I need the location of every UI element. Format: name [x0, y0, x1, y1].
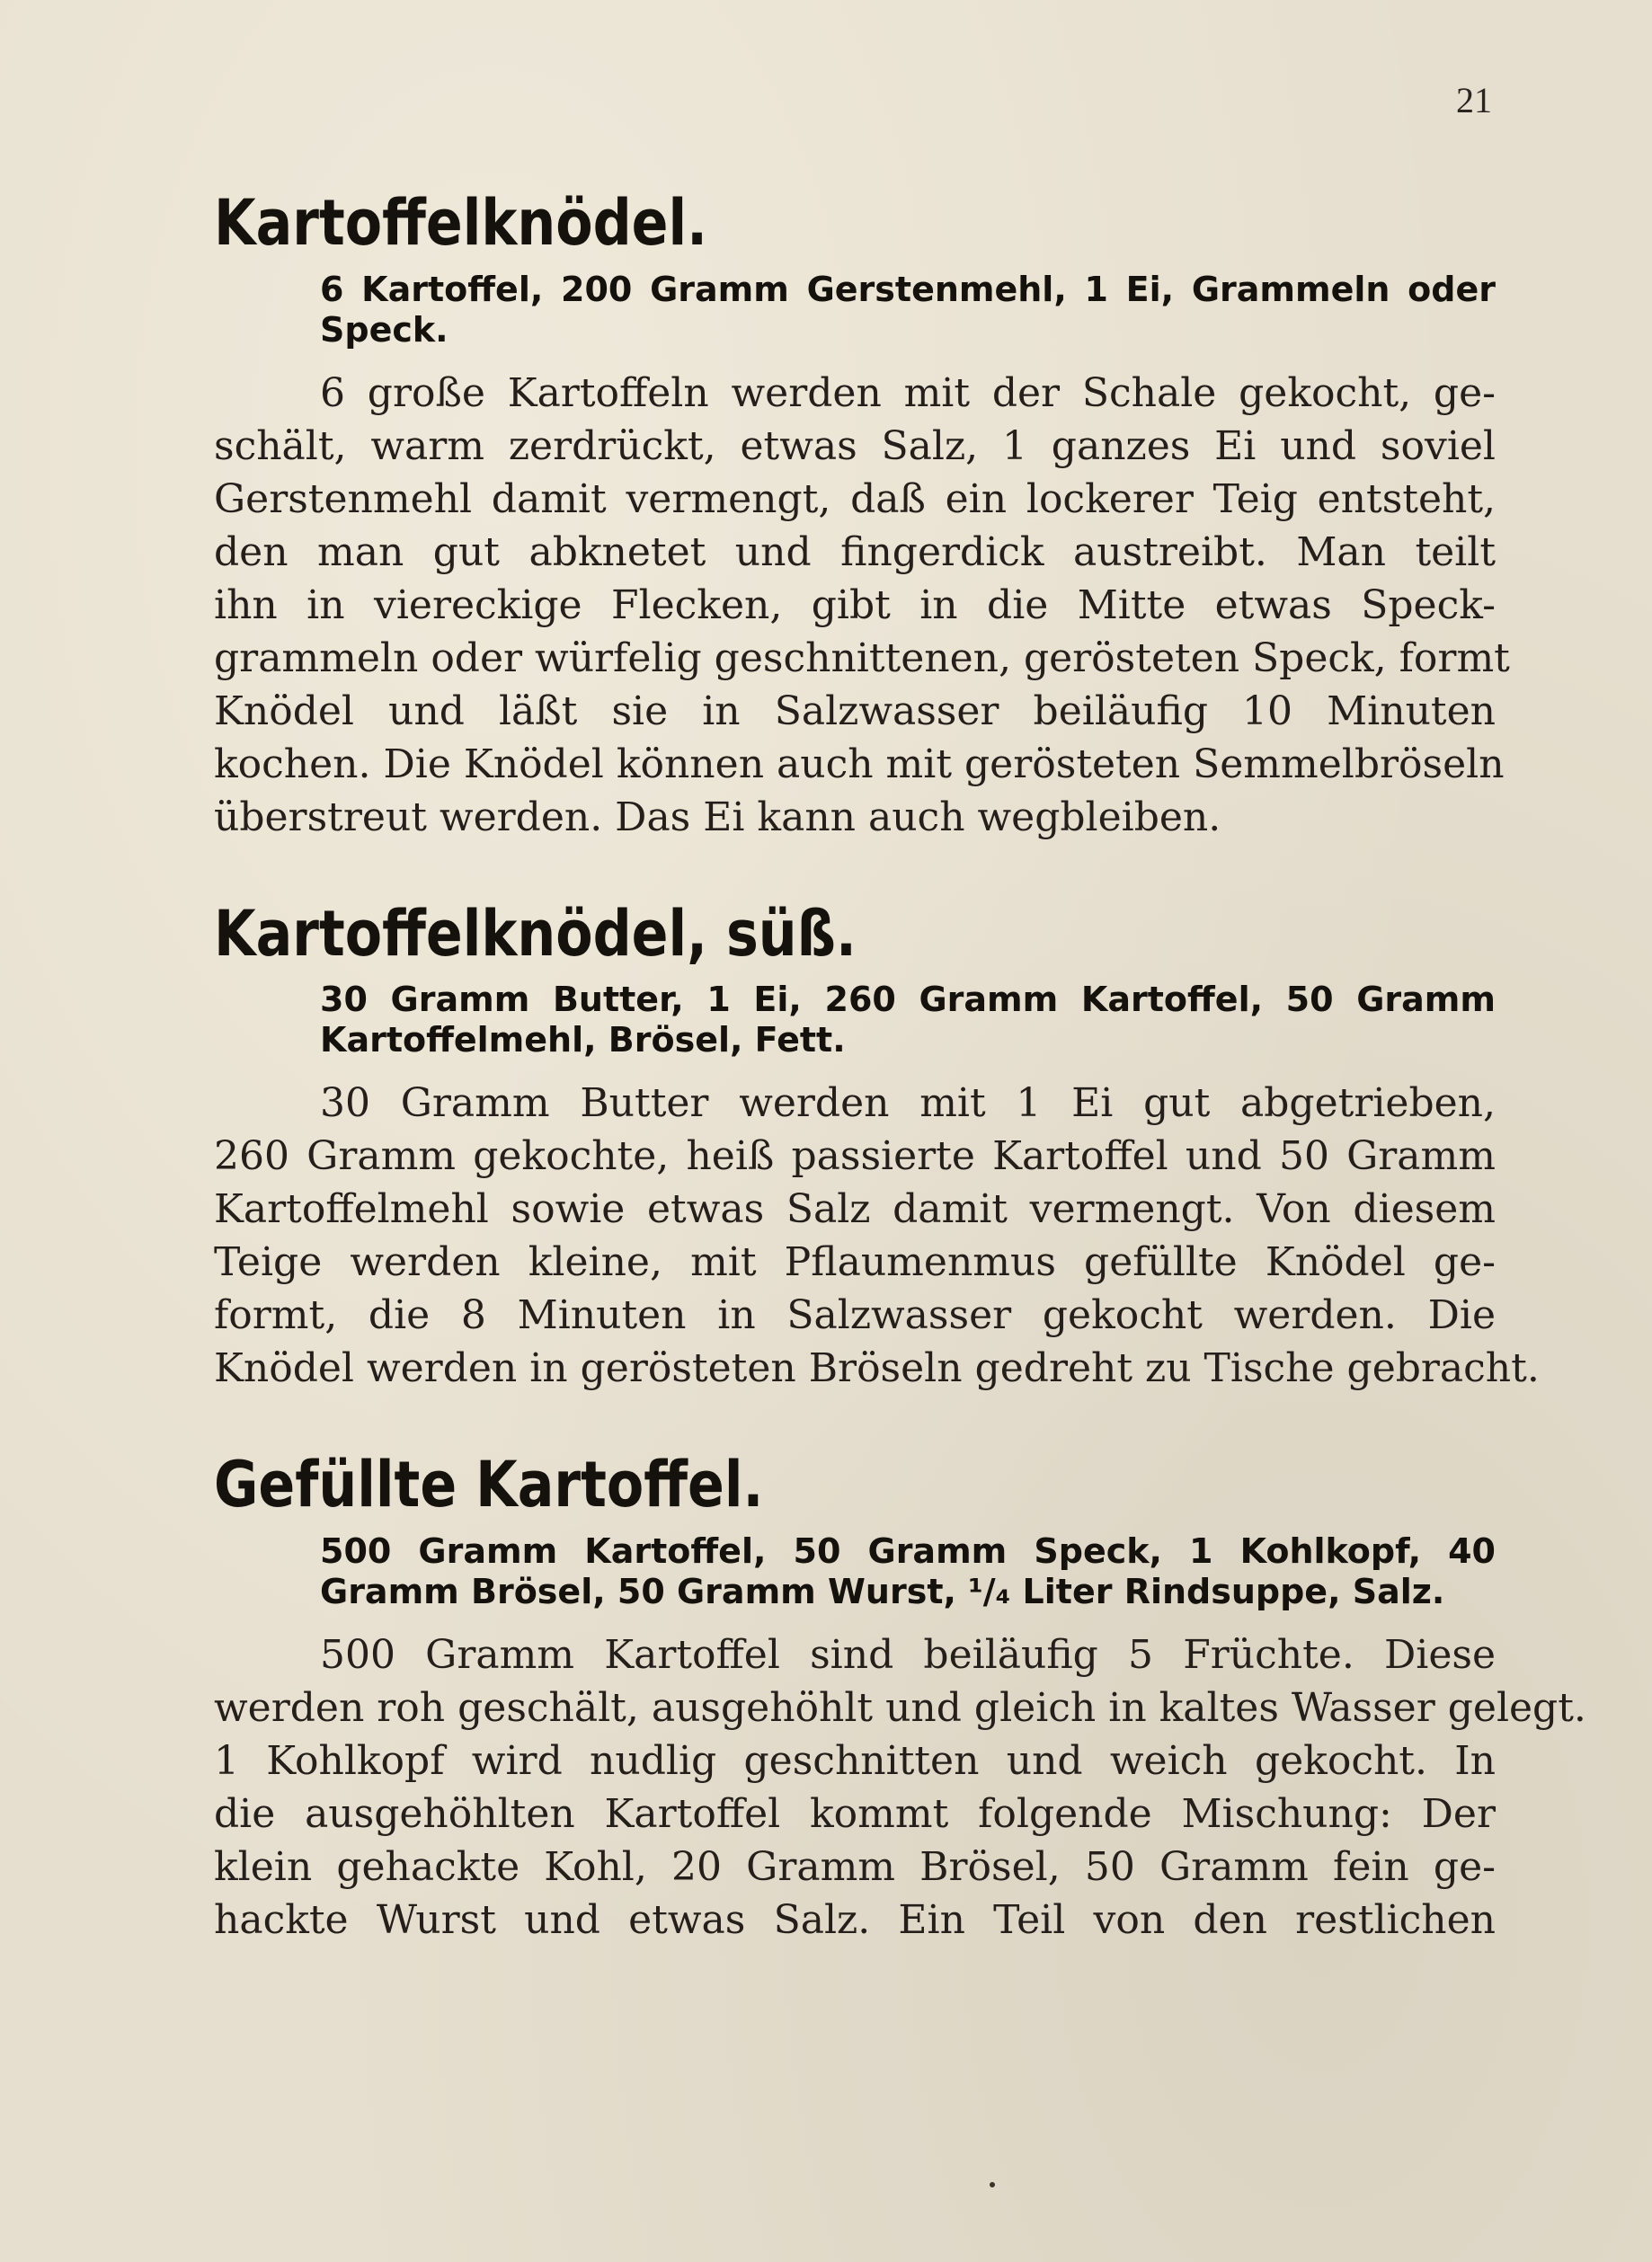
page-number: 21	[1456, 80, 1492, 120]
text-line: überstreut werden. Das Ei kann auch wegbleiben.	[214, 794, 1221, 840]
text-line: 500 Gramm Kartoffel sind beiläufig 5 Früchte. Diese	[320, 1631, 1496, 1678]
recipe-instructions	[214, 367, 1510, 844]
text-line: grammeln oder würfelig geschnittenen, gerösteten Speck, formt	[214, 634, 1510, 681]
text-line: 6 große Kartoffeln werden mit der Schale gekocht, ge-	[320, 369, 1496, 416]
text-line: hackte Wurst und etwas Salz. Ein Teil von den restlichen	[214, 1896, 1496, 1943]
text-line: klein gehackte Kohl, 20 Gramm Brösel, 50 Gramm fein ge-	[214, 1843, 1496, 1890]
text-line: werden roh geschält, ausgehöhlt und gleich in kaltes Wasser gelegt.	[214, 1684, 1586, 1731]
recipe-instructions	[214, 1077, 1540, 1395]
text-line: Knödel werden in gerösteten Bröseln gedreht zu Tische gebracht.	[214, 1345, 1540, 1391]
recipe-instructions	[214, 1628, 1586, 1947]
text-line: kochen. Die Knödel können auch mit gerösteten Semmelbröseln	[214, 741, 1505, 787]
text-column	[214, 186, 1586, 2004]
text-line: Knödel und läßt sie in Salzwasser beiläufig 10 Minuten	[214, 687, 1496, 734]
text-line: Teige werden kleine, mit Pflaumenmus gefüllte Knödel ge-	[214, 1239, 1496, 1285]
text-line: 1 Kohlkopf wird nudlig geschnitten und weich gekocht. In	[214, 1737, 1496, 1784]
text-line: Kartoffelmehl sowie etwas Salz damit vermengt. Von diesem	[214, 1186, 1496, 1232]
text-line: formt, die 8 Minuten in Salzwasser gekocht werden. Die	[214, 1292, 1496, 1338]
text-line: Gerstenmehl damit vermengt, daß ein lockerer Teig entsteht,	[214, 475, 1496, 522]
recipe-kartoffelknoedel-suess	[214, 896, 1540, 1396]
recipe-kartoffelknoedel	[214, 186, 1510, 844]
recipe-gefuellte-kartoffel	[214, 1448, 1586, 1947]
text-line: 260 Gramm gekochte, heiß passierte Kartoffel und 50 Gramm	[214, 1133, 1496, 1179]
text-line: 30 Gramm Butter werden mit 1 Ei gut abgetrieben,	[320, 1080, 1496, 1126]
recipe-ingredients: 6 Kartoffel, 200 Gramm Gerstenmehl, 1 Ei, Grammeln oder Speck.	[320, 269, 1496, 350]
text-line: die ausgehöhlten Kartoffel kommt folgende Mischung: Der	[214, 1790, 1496, 1837]
recipe-ingredients: 500 Gramm Kartoffel, 50 Gramm Speck, 1 Kohlkopf, 40 Gramm Brösel, 50 Gramm Wurst, ¹/₄ Liter Rindsuppe, Salz.	[320, 1530, 1496, 1611]
text-line: ihn in viereckige Flecken, gibt in die Mitte etwas Speck-	[214, 581, 1496, 628]
recipe-ingredients: 30 Gramm Butter, 1 Ei, 260 Gramm Kartoffel, 50 Gramm Kartoffelmehl, Brösel, Fett.	[320, 980, 1496, 1060]
paper-speck	[990, 2182, 995, 2187]
recipe-title: Gefüllte Kartoffel.	[214, 1448, 764, 1521]
recipe-title: Kartoffelknödel, süß.	[214, 896, 857, 971]
text-line: den man gut abknetet und fingerdick austreibt. Man teilt	[214, 528, 1496, 575]
recipe-title: Kartoffelknödel.	[214, 186, 708, 260]
text-line: schält, warm zerdrückt, etwas Salz, 1 ganzes Ei und soviel	[214, 422, 1496, 469]
